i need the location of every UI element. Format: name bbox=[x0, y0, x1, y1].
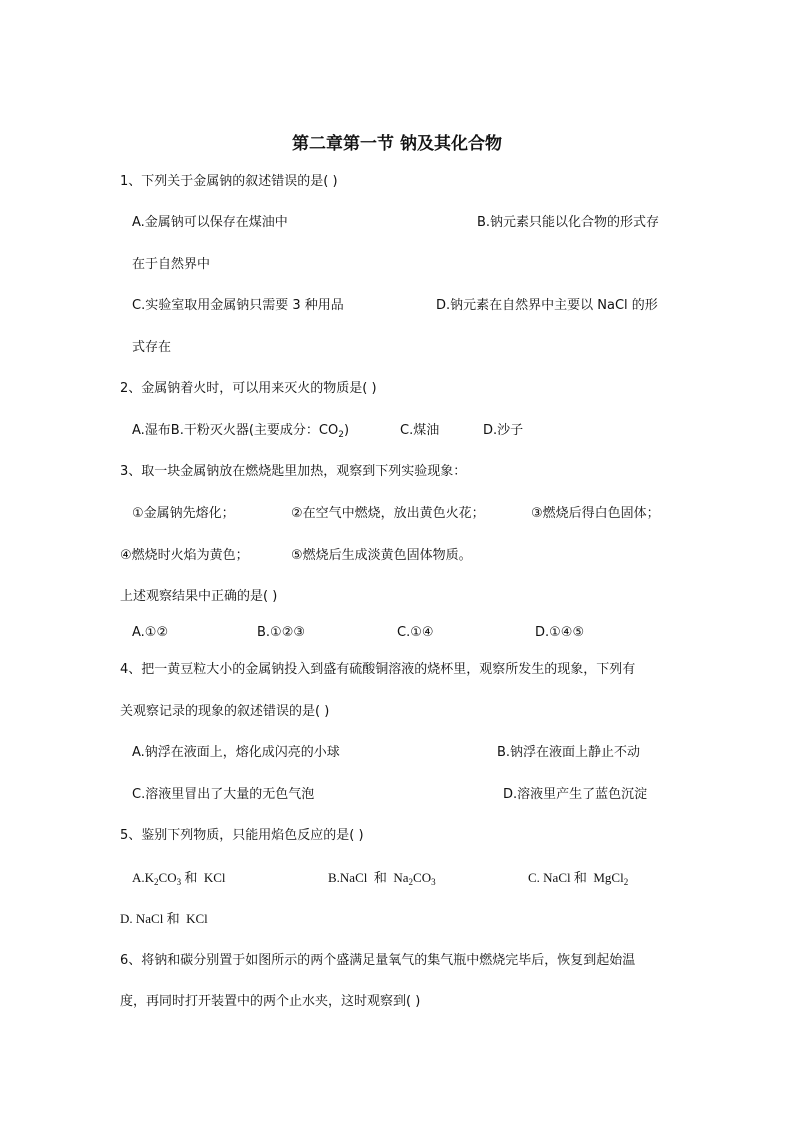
q5-b-part2: CO bbox=[413, 870, 432, 885]
q3-option-b: B.①②③ bbox=[257, 625, 306, 640]
q5-b-part1: B.NaCl 和 Na bbox=[328, 870, 409, 885]
q4-option-b: B.钠浮在液面上静止不动 bbox=[497, 745, 641, 760]
q3-stem: 3、取一块金属钠放在燃烧匙里加热，观察到下列实验现象： bbox=[120, 464, 467, 479]
q3-observation-1: ①金属钠先熔化； bbox=[132, 506, 235, 521]
q3-observation-3: ③燃烧后得白色固体； bbox=[531, 506, 660, 521]
q5-stem: 5、鉴别下列物质，只能用焰色反应的是( ) bbox=[120, 828, 364, 843]
q5-a-sub1: 2 bbox=[154, 877, 159, 887]
q3-question: 上述观察结果中正确的是( ) bbox=[120, 589, 278, 604]
q5-b-sub1: 2 bbox=[408, 877, 414, 887]
q5-a-sub2: 3 bbox=[176, 877, 182, 887]
q6-stem-line1: 6、将钠和碳分别置于如图所示的两个盛满足量氧气的集气瓶中燃烧完毕后，恢复到起始温 bbox=[120, 953, 636, 968]
page-title: 第二章第一节 钠及其化合物 bbox=[292, 134, 502, 154]
q1-option-c: C.实验室取用金属钠只需要 3 种用品 bbox=[132, 298, 344, 313]
q5-option-a bbox=[132, 870, 226, 886]
q2-ab-close: ) bbox=[343, 423, 350, 438]
q5-c-sub: 2 bbox=[623, 877, 629, 887]
q6-stem-line2: 度，再同时打开装置中的两个止水夹，这时观察到( ) bbox=[120, 994, 421, 1009]
q2-option-d: D.沙子 bbox=[483, 423, 524, 438]
q4-stem-line1: 4、把一黄豆粒大小的金属钠投入到盛有硫酸铜溶液的烧杯里，观察所发生的现象，下列有 bbox=[120, 662, 636, 677]
q3-option-c: C.①④ bbox=[397, 625, 434, 640]
q1-option-d-continued: 式存在 bbox=[132, 340, 172, 355]
q3-observation-2: ②在空气中燃烧，放出黄色火花； bbox=[291, 506, 485, 521]
q5-a-part1: A.K bbox=[132, 870, 155, 885]
q1-option-d: D.钠元素在自然界中主要以 NaCl 的形 bbox=[436, 298, 658, 313]
q5-b-sub2: 3 bbox=[431, 877, 436, 887]
q4-option-c: C.溶液里冒出了大量的无色气泡 bbox=[132, 787, 315, 802]
q3-option-d: D.①④⑤ bbox=[535, 625, 585, 640]
q2-option-c: C.煤油 bbox=[400, 423, 440, 438]
q2-stem: 2、金属钠着火时，可以用来灭火的物质是( ) bbox=[120, 381, 377, 396]
q5-option-b bbox=[328, 870, 436, 886]
q5-a-part3: 和 KCl bbox=[181, 870, 226, 885]
q4-option-d: D.溶液里产生了蓝色沉淀 bbox=[503, 787, 648, 802]
q2-ab-text: A.湿布B.干粉灭火器(主要成分：CO bbox=[132, 423, 339, 438]
q2-ab-subscript: 2 bbox=[338, 430, 344, 440]
q5-a-part2: CO bbox=[158, 870, 177, 885]
q1-option-b: B.钠元素只能以化合物的形式存 bbox=[477, 215, 660, 230]
q3-option-a: A.①② bbox=[132, 625, 169, 640]
q2-options-ab bbox=[132, 423, 349, 439]
q5-option-d: D. NaCl 和 KCl bbox=[120, 911, 208, 926]
q5-option-c bbox=[528, 870, 628, 886]
q1-option-a: A.金属钠可以保存在煤油中 bbox=[132, 215, 288, 230]
q3-observation-4: ④燃烧时火焰为黄色； bbox=[120, 548, 249, 563]
q3-observation-5: ⑤燃烧后生成淡黄色固体物质。 bbox=[291, 548, 472, 563]
q4-option-a: A.钠浮在液面上，熔化成闪亮的小球 bbox=[132, 745, 340, 760]
q1-option-b-continued: 在于自然界中 bbox=[132, 257, 211, 272]
q4-stem-line2: 关观察记录的现象的叙述错误的是( ) bbox=[120, 704, 330, 719]
q1-stem: 1、下列关于金属钠的叙述错误的是( ) bbox=[120, 174, 338, 189]
q5-c-part1: C. NaCl 和 MgCl bbox=[528, 870, 624, 885]
